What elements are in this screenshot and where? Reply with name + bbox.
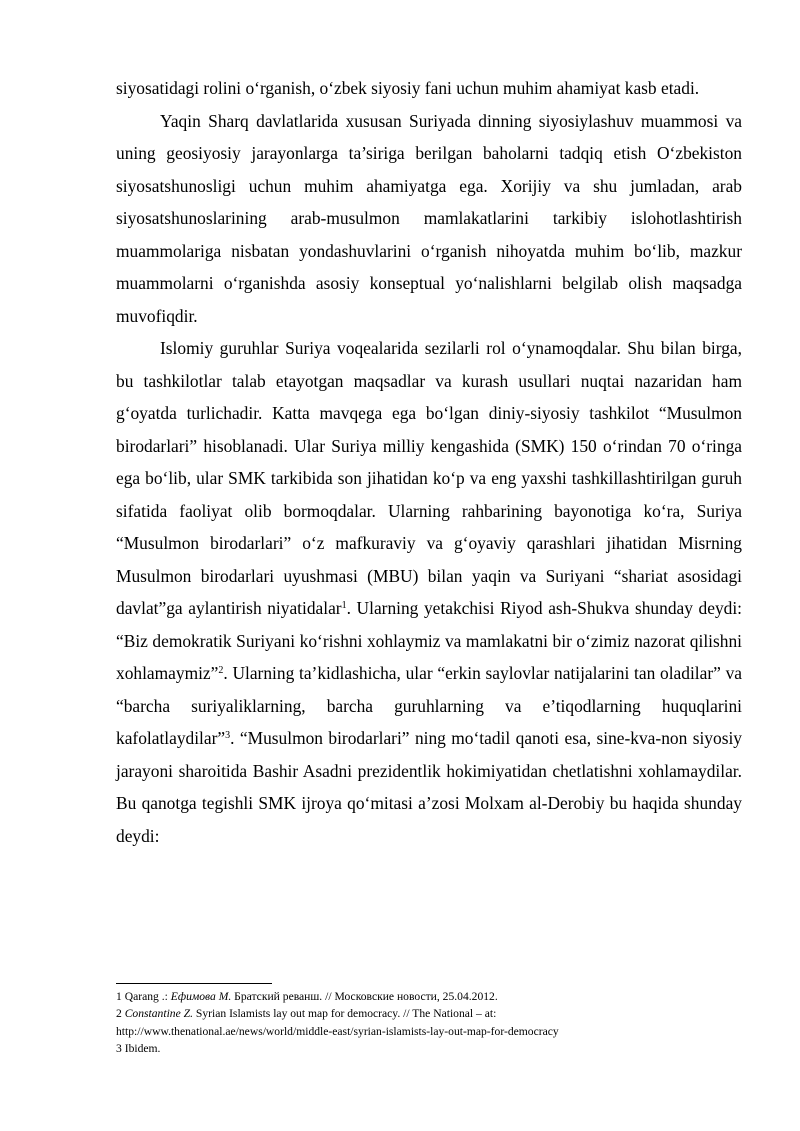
paragraph-text: Islomiy guruhlar Suriya voqealarida sezilarli rol o‘ynamoqdalar. Shu bilan birga, bu tashkilotlar talab etayotgan maqsadlar va kurash usullari nuqtai nazaridan ham g‘oyatda turlichadir. Katta mavqega ega bo‘lgan diniy-siyosiy tashkilot “Musulmon birodarlari” hisoblanadi. Ular Suriya milliy kengashida (SMK) 150 o‘rindan 70 o‘ringa ega bo‘lib, ular SMK tarkibida son jihatidan ko‘p va eng yaxshi tashkillashtirilgan guruh sifatida faoliyat olib bormoqdalar. Ularning rahbarining bayonotiga ko‘ra, Suriya “Musulmon birodarlari” o‘z mafkuraviy va g‘oyaviy qarashlari jihatidan Misrning Musulmon birodarlari uyushmasi (MBU) bilan yaqin va Suriyani “shariat asosidagi davlat”ga aylantirish niyatidalar	[116, 338, 742, 618]
footnote-source: Syrian Islamists lay out map for democracy. // The National – at:	[195, 1007, 497, 1021]
footnote-number: 2	[116, 1007, 122, 1021]
footnote-3	[116, 1040, 742, 1057]
footnote-divider	[116, 983, 272, 984]
paragraph-intro-text: siyosatidagi rolini o‘rganish, o‘zbek siyosiy fani uchun muhim ahamiyat kasb etadi.	[116, 78, 700, 98]
footnote-2-url	[116, 1023, 742, 1040]
paragraph-islamic-groups	[116, 332, 742, 852]
paragraph-intro	[116, 72, 742, 105]
footnote-link[interactable]: http://www.thenational.ae/news/world/middle-east/syrian-islamists-lay-out-map-for-democracy	[116, 1024, 559, 1038]
footnote-number: 3	[116, 1042, 122, 1056]
footnote-source: Братский реванш. // Московские новости, 25.04.2012.	[234, 990, 498, 1003]
footnote-ref-3[interactable]: 3	[225, 730, 231, 741]
footnote-1	[116, 988, 742, 1005]
body-text	[116, 72, 742, 852]
footnote-ref-1[interactable]: 1	[341, 600, 347, 611]
footnote-lead: Qarang .:	[124, 990, 168, 1003]
footnote-author: Ефимова М.	[170, 990, 232, 1003]
paragraph-text: . Ularning yetakchisi Riyod ash-Shukva shunday deydi: “Biz demokratik Suriyani ko‘rishni xohlaymiz va mamlakatni bir o‘zimiz nazorat qilishni xohlamaymiz”	[116, 598, 742, 683]
footnote-number: 1	[116, 990, 122, 1003]
footnote-source: Ibidem.	[124, 1042, 161, 1056]
paragraph-text: . Ularning ta’kidlashicha, ular “erkin saylovlar natijalarini tan oladilar” va “barcha suriyaliklarning, barcha guruhlarning va e’tiqodlarning huquqlarini kafolatlaydilar”	[116, 663, 742, 748]
footnotes	[116, 988, 742, 1058]
footnote-2	[116, 1005, 742, 1022]
footnote-ref-2[interactable]: 2	[218, 665, 224, 676]
paragraph-text: . “Musulmon birodarlari” ning mo‘tadil qanoti esa, sine-kva-non siyosiy jarayoni sharoitida Bashir Asadni prezidentlik hokimiyatidan chetlatishni xohlamaydilar. Bu qanotga tegishli SMK ijroya qo‘mitasi a’zosi Molxam al-Derobiy bu haqida shunday deydi:	[116, 728, 742, 846]
footnote-author: Constantine Z.	[124, 1007, 193, 1021]
paragraph-syria-politicization-text: Yaqin Sharq davlatlarida xususan Suriyada dinning siyosiylashuv muammosi va uning geosiyosiy jarayonlarga ta’siriga berilgan baholarni tadqiq etish O‘zbekiston siyosatshunosligi uchun muhim ahamiyatga ega. Xorijiy va shu jumladan, arab siyosatshunoslarining arab-musulmon mamlakatlarini tarkibiy islohotlashtirish muammolariga nisbatan yondashuvlarini o‘rganish nihoyatda muhim bo‘lib, mazkur muammolarni o‘rganishda asosiy konseptual yo‘nalishlarni belgilab olish maqsadga muvofiqdir.	[116, 110, 742, 326]
paragraph-syria-politicization	[116, 105, 742, 333]
